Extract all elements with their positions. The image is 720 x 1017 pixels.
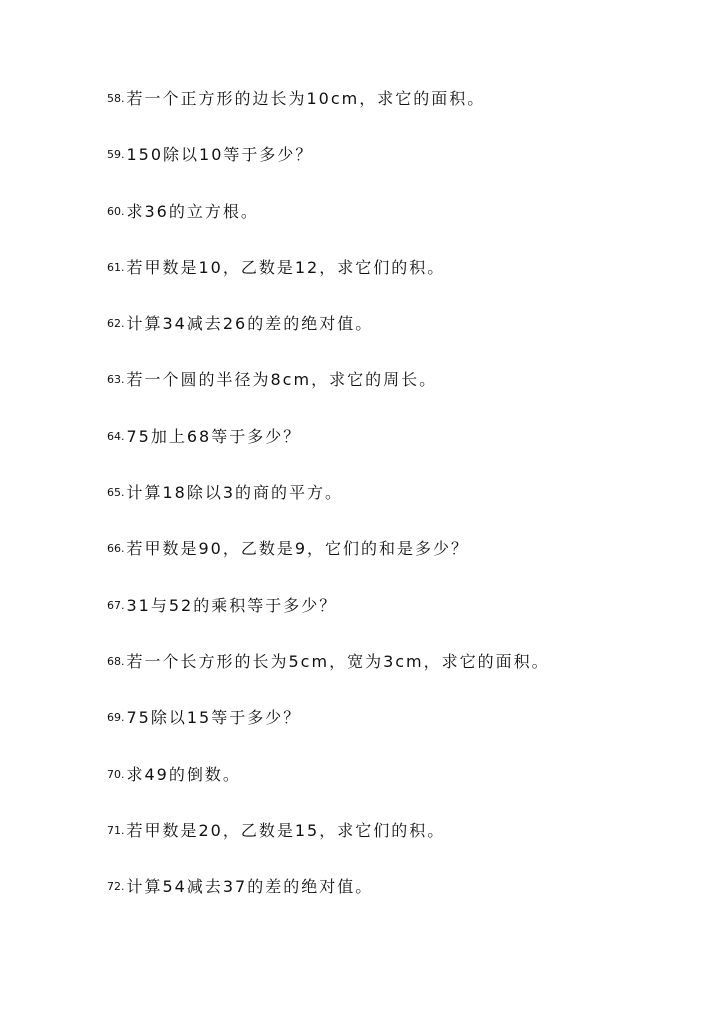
question-text: 75加上68等于多少？ <box>126 426 302 446</box>
question-text: 计算34减去26的差的绝对值。 <box>126 314 374 334</box>
question-item <box>107 478 550 534</box>
question-text: 计算18除以3的商的平方。 <box>126 483 344 503</box>
question-number: 68. <box>107 654 125 668</box>
question-item <box>107 253 550 309</box>
question-number: 71. <box>107 823 125 837</box>
question-item <box>107 84 550 140</box>
question-number: 63. <box>107 373 125 387</box>
question-number: 69. <box>107 711 125 725</box>
question-number: 70. <box>107 767 125 781</box>
question-item <box>107 647 550 703</box>
question-text: 若甲数是20，乙数是15，求它们的积。 <box>126 820 446 840</box>
question-item <box>107 816 550 872</box>
question-text: 若一个圆的半径为8cm，求它的周长。 <box>126 370 438 390</box>
question-text: 计算54减去37的差的绝对值。 <box>126 877 374 897</box>
question-item <box>107 422 550 478</box>
question-item <box>107 703 550 759</box>
question-item <box>107 591 550 647</box>
question-number: 64. <box>107 429 125 443</box>
question-text: 150除以10等于多少？ <box>126 145 314 165</box>
question-item <box>107 197 550 253</box>
question-number: 58. <box>107 92 125 105</box>
question-number: 60. <box>107 204 125 218</box>
question-number: 65. <box>107 486 125 500</box>
question-text: 若一个长方形的长为5cm，宽为3cm，求它的面积。 <box>126 651 550 671</box>
question-text: 若一个正方形的边长为10cm，求它的面积。 <box>126 89 486 108</box>
question-number: 72. <box>107 880 125 894</box>
question-item <box>107 309 550 365</box>
question-number: 59. <box>107 148 125 162</box>
question-text: 求49的倒数。 <box>126 764 241 784</box>
question-item <box>107 365 550 421</box>
question-list <box>107 84 550 928</box>
question-text: 31与52的乘积等于多少？ <box>126 595 338 615</box>
question-item <box>107 872 550 928</box>
question-text: 若甲数是90，乙数是9，它们的和是多少？ <box>126 539 470 559</box>
question-number: 61. <box>107 260 125 274</box>
question-text: 求36的立方根。 <box>126 201 259 221</box>
question-text: 若甲数是10，乙数是12，求它们的积。 <box>126 257 446 277</box>
question-number: 67. <box>107 598 125 612</box>
question-item <box>107 534 550 590</box>
question-number: 66. <box>107 542 125 556</box>
question-item <box>107 760 550 816</box>
question-item <box>107 140 550 196</box>
question-text: 75除以15等于多少？ <box>126 708 302 728</box>
question-number: 62. <box>107 317 125 331</box>
